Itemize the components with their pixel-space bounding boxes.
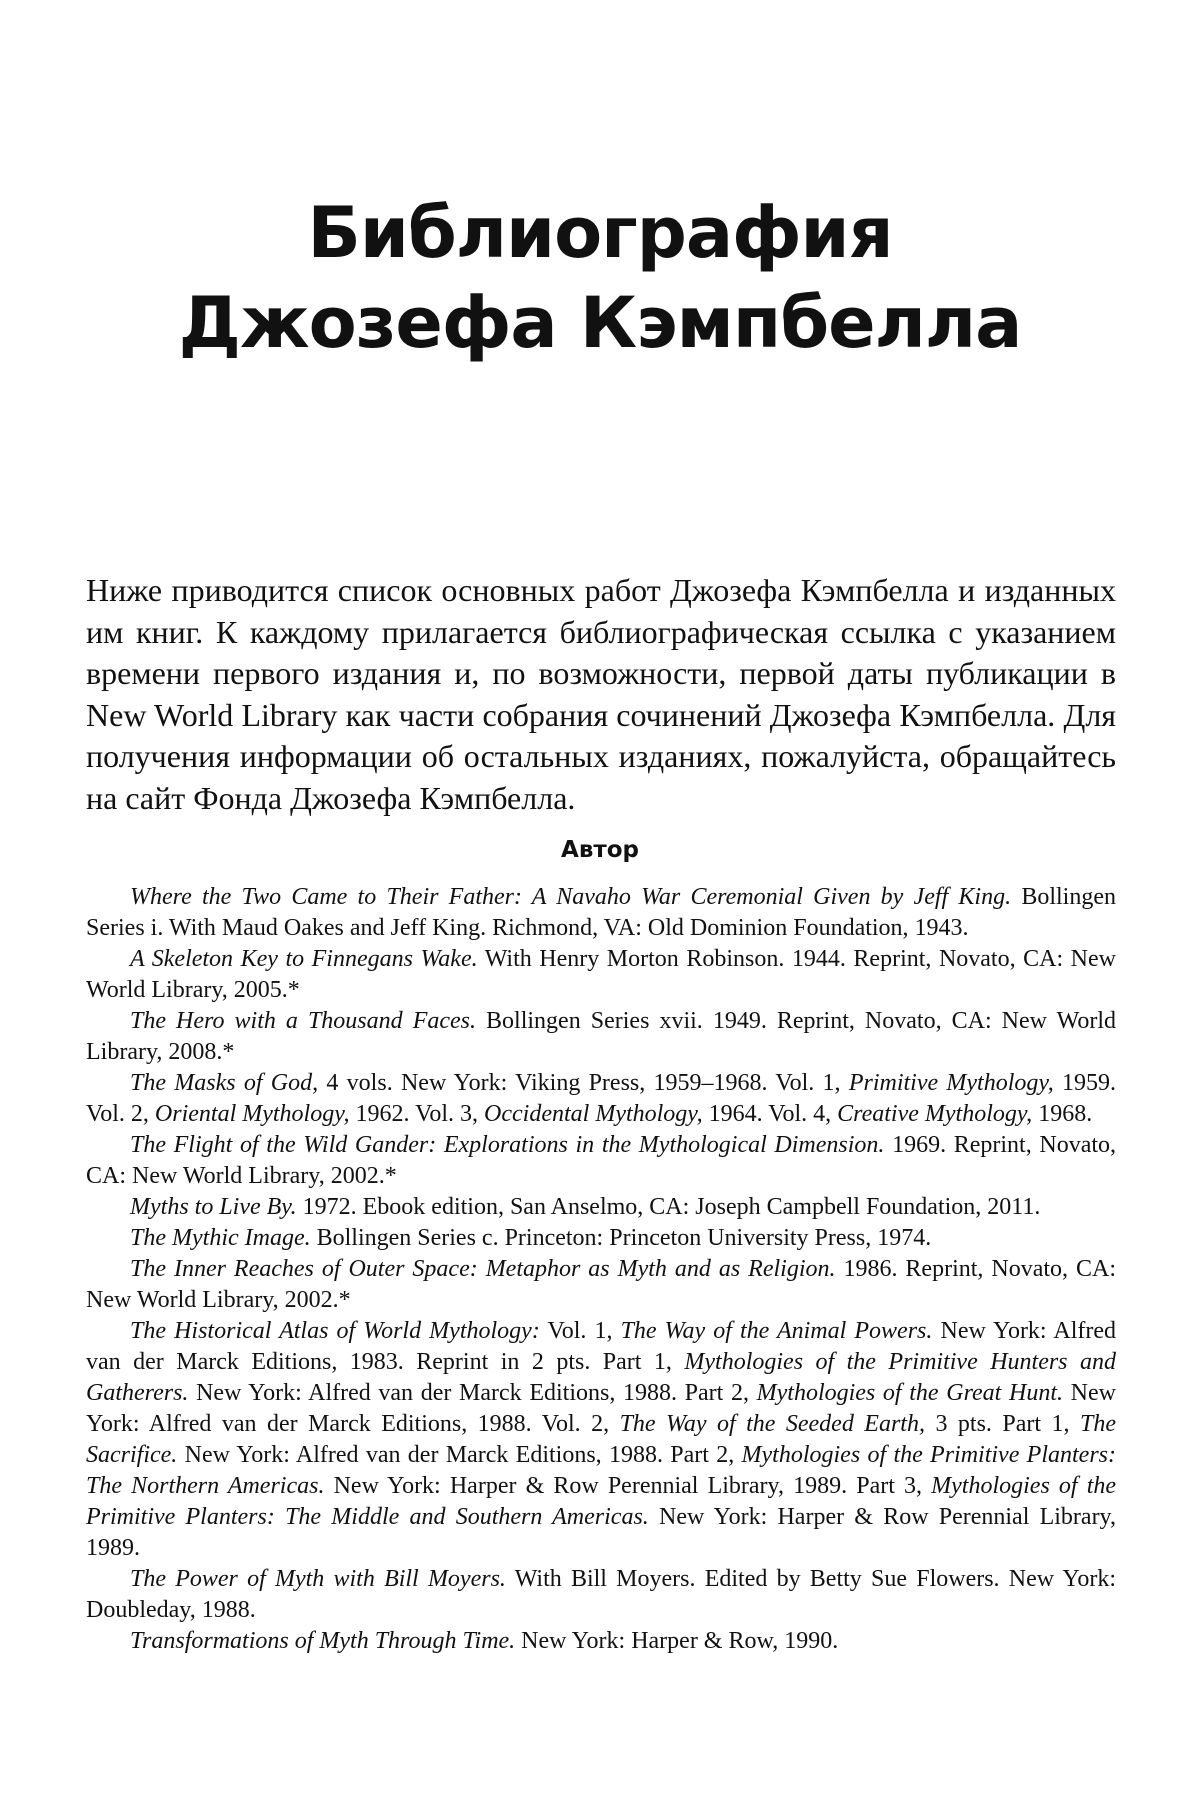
entry-title: Oriental Mythology, — [154, 1101, 350, 1127]
entry-title: Where the Two Came to Their Father: A Navaho War Ceremonial Given by Jeff King. — [130, 884, 1012, 910]
entry-title: Primitive Mythology, — [848, 1070, 1054, 1096]
entry-details: 1972. Ebook edition, San Anselmo, CA: Joseph Campbell Foundation, 2011. — [296, 1194, 1041, 1220]
entry-details: Bollingen Series c. Princeton: Princeton University Press, 1974. — [310, 1225, 932, 1251]
entry-details: With Henry Morton Robinson. 1944. Reprint, Novato, CA: New World Library, 2005.* — [86, 946, 1116, 1003]
page-title-line-1: Библиография — [307, 192, 893, 274]
intro-paragraph: Ниже приводится список основных работ Джозефа Кэмпбелла и изданных им книг. К каждому прилагается библиографическая ссылка с указанием времени первого издания и, по возможности, первой даты публикации в New World Library как части собрания сочинений Джозефа Кэмпбелла. Для получения информации об остальных изданиях, пожалуйста, обращайтесь на сайт Фонда Джозефа Кэмпбелла. — [86, 572, 1116, 816]
page-title — [0, 188, 1200, 368]
entry-title: The Power of Myth with Bill Moyers. — [130, 1566, 506, 1592]
entry-details: 1962. Vol. 3, — [349, 1101, 485, 1127]
bibliography-entry — [86, 1626, 1116, 1657]
page-title-line-2: Джозефа Кэмпбелла — [178, 282, 1022, 364]
bibliography-entry — [86, 1192, 1116, 1223]
entry-title: The Hero with a Thousand Faces. — [130, 1008, 476, 1034]
entry-title: The Inner Reaches of Outer Space: Metaphor as Myth and as Religion. — [130, 1256, 836, 1282]
entry-title: Mythologies of the Primitive Planters: The Northern Americas. — [86, 1442, 1116, 1499]
entry-details: Vol. 1, — [539, 1318, 621, 1344]
entry-details: 1969. Reprint, Novato, CA: New World Library, 2002.* — [86, 1132, 1117, 1189]
entry-title: The Way of the Seeded Earth, — [619, 1411, 925, 1437]
entry-details: Bollingen Series xvii. 1949. Reprint, Novato, CA: New World Library, 2008.* — [86, 1008, 1116, 1065]
entry-title: The Mythic Image. — [130, 1225, 311, 1251]
bibliography-entry — [86, 944, 1116, 1006]
bibliography-entry — [86, 1130, 1116, 1192]
entry-title: The Sacrifice. — [86, 1411, 1117, 1468]
entry-details: 1986. Reprint, Novato, CA: New World Library, 2002.* — [86, 1256, 1116, 1313]
entry-details: New York: Harper & Row Perennial Library, 1989. Part 3, — [324, 1473, 932, 1499]
bibliography-entry — [86, 1006, 1116, 1068]
section-heading-author: Автор — [561, 837, 639, 863]
bibliography-entry — [86, 1254, 1116, 1316]
entry-title: Mythologies of the Primitive Hunters and Gatherers. — [86, 1349, 1116, 1406]
entry-details: New York: Harper & Row, 1990. — [515, 1628, 839, 1654]
entry-details: 4 vols. New York: Viking Press, 1959–1968. Vol. 1, — [318, 1070, 849, 1096]
entry-details: 1959. Vol. 2, — [86, 1070, 1116, 1127]
entry-title: Occidental Mythology, — [484, 1101, 703, 1127]
bibliography-entry — [86, 882, 1116, 944]
bibliography-entry — [86, 1068, 1116, 1130]
entry-title: The Masks of God, — [130, 1070, 319, 1096]
entry-details: Bollingen Series i. With Maud Oakes and Jeff King. Richmond, VA: Old Dominion Foundation, 1943. — [86, 884, 1117, 941]
entry-details: 1968. — [1032, 1101, 1093, 1127]
entry-title: The Way of the Animal Powers. — [620, 1318, 933, 1344]
entry-details: With Bill Moyers. Edited by Betty Sue Flowers. New York: Doubleday, 1988. — [86, 1566, 1117, 1623]
entry-title: Mythologies of the Great Hunt. — [756, 1380, 1063, 1406]
entry-title: The Historical Atlas of World Mythology: — [130, 1318, 540, 1344]
bibliography-entry — [86, 1316, 1116, 1564]
entry-title: The Flight of the Wild Gander: Explorations in the Mythological Dimension. — [130, 1132, 885, 1158]
entry-title: Transformations of Myth Through Time. — [130, 1628, 516, 1654]
entry-details: New York: Harper & Row Perennial Library, 1989. — [86, 1504, 1117, 1561]
entry-details: New York: Alfred van der Marck Editions, 1988. Part 2, — [188, 1380, 757, 1406]
bibliography-entry — [86, 1223, 1116, 1254]
bibliography-list — [86, 882, 1116, 1657]
entry-details: New York: Alfred van der Marck Editions, 1988. Vol. 2, — [86, 1380, 1116, 1437]
entry-title: Myths to Live By. — [130, 1194, 297, 1220]
entry-title: A Skeleton Key to Finnegans Wake. — [130, 946, 478, 972]
entry-title: Creative Mythology, — [837, 1101, 1033, 1127]
entry-details: New York: Alfred van der Marck Editions, 1983. Reprint in 2 pts. Part 1, — [86, 1318, 1117, 1375]
entry-details: 1964. Vol. 4, — [702, 1101, 838, 1127]
bibliography-entry — [86, 1564, 1116, 1626]
entry-details: 3 pts. Part 1, — [924, 1411, 1081, 1437]
entry-title: Mythologies of the Primitive Planters: The Middle and Southern Americas. — [86, 1473, 1117, 1530]
entry-details: New York: Alfred van der Marck Editions, 1988. Part 2, — [177, 1442, 742, 1468]
